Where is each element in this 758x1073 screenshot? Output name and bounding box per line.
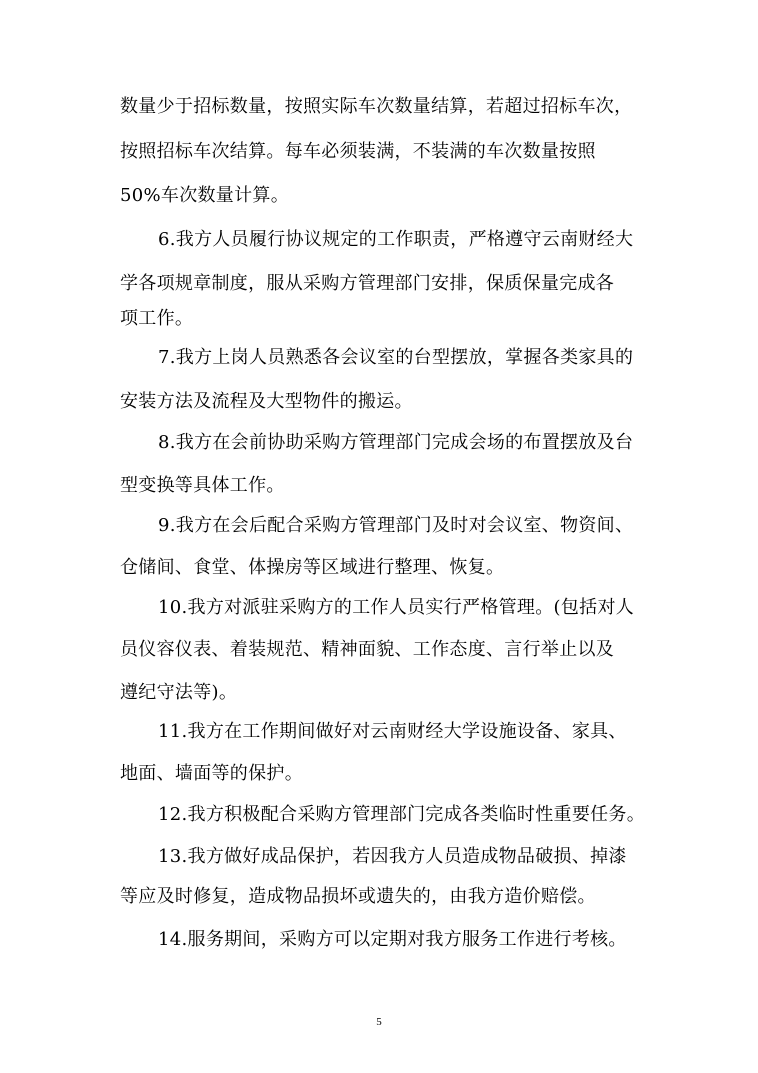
- text-line: 等应及时修复，造成物品损坏或遗失的，由我方造价赔偿。: [120, 886, 596, 907]
- text-line: 仓储间、食堂、体操房等区域进行整理、恢复。: [120, 557, 505, 578]
- text-line: 地面、墙面等的保护。: [120, 763, 303, 784]
- text-line: 遵纪守法等)。: [120, 682, 238, 703]
- text-line: 员仪容仪表、着装规范、精神面貌、工作态度、言行举止以及: [120, 639, 615, 660]
- paragraph-12-line-1: 12.我方积极配合采购方管理部门完成各类临时性重要任务。: [158, 804, 646, 825]
- paragraph-10-line-1: 10.我方对派驻采购方的工作人员实行严格管理。(包括对人: [158, 597, 635, 618]
- paragraph-14-line-1: 14.服务期间，采购方可以定期对我方服务工作进行考核。: [158, 929, 627, 950]
- paragraph-6-line-1: 6.我方人员履行协议规定的工作职责，严格遵守云南财经大: [158, 229, 634, 250]
- paragraph-9-line-1: 9.我方在会后配合采购方管理部门及时对会议室、物资间、: [158, 515, 634, 536]
- paragraph-8-line-1: 8.我方在会前协助采购方管理部门完成会场的布置摆放及台: [158, 432, 634, 453]
- text-line: 型变换等具体工作。: [120, 475, 285, 496]
- text-line: 项工作。: [120, 308, 194, 329]
- text-line: 安装方法及流程及大型物件的搬运。: [120, 391, 413, 412]
- text-line: 数量少于招标数量，按照实际车次数量结算，若超过招标车次，: [120, 96, 633, 117]
- page-number: 5: [376, 1016, 382, 1028]
- paragraph-7-line-1: 7.我方上岗人员熟悉各会议室的台型摆放，掌握各类家具的: [158, 347, 634, 368]
- text-line: 学各项规章制度，服从采购方管理部门安排，保质保量完成各: [120, 273, 615, 294]
- text-line: 50%车次数量计算。: [120, 185, 290, 206]
- text-line: 按照招标车次结算。每车必须装满，不装满的车次数量按照: [120, 141, 596, 162]
- paragraph-13-line-1: 13.我方做好成品保护，若因我方人员造成物品破损、掉漆: [158, 846, 627, 867]
- paragraph-11-line-1: 11.我方在工作期间做好对云南财经大学设施设备、家具、: [158, 721, 627, 742]
